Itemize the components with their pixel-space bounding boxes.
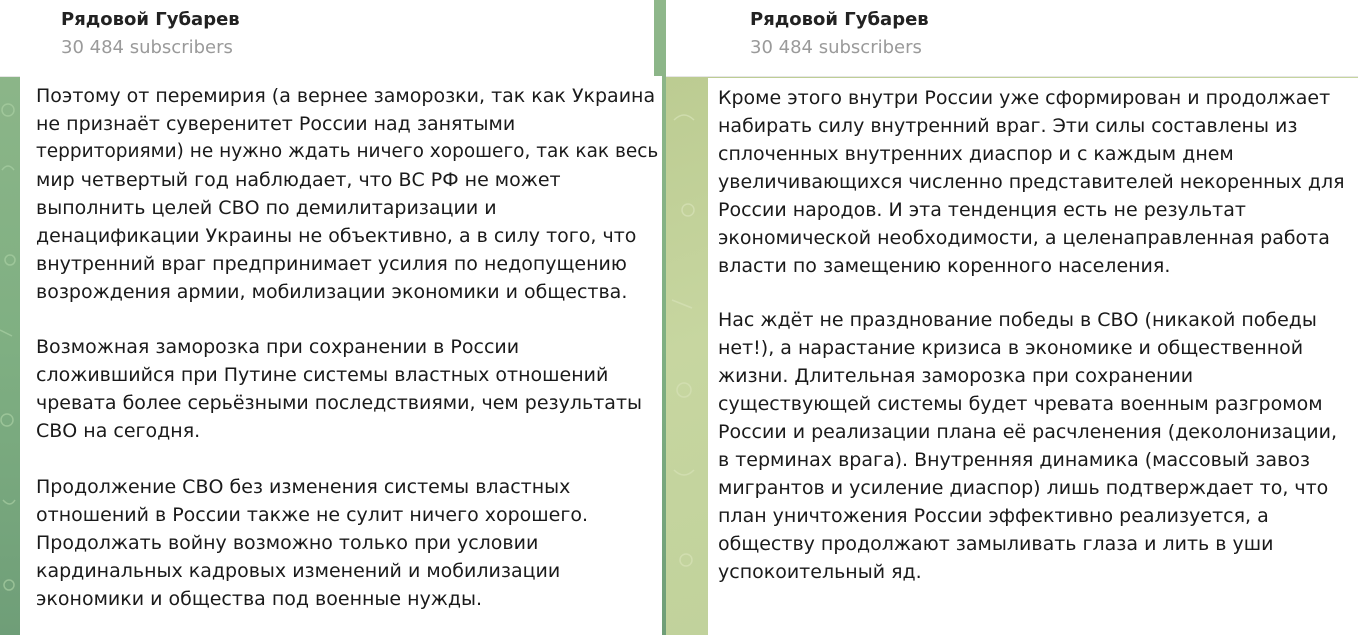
channel-name[interactable]: Рядовой Губарев [750,9,929,30]
channel-name[interactable]: Рядовой Губарев [61,9,240,30]
message-line: Нас ждёт не празднование победы в СВО (никакой победы [718,309,1317,331]
left-screenshot-panel [0,0,666,635]
message-line: денацификации Украины не объективно, а в силу того, что [36,225,637,247]
subscriber-count: 30 484 subscribers [750,37,922,58]
message-line: власти по замещению коренного населения. [718,255,1171,277]
message-line: план уничтожения России эффективно реализуется, а [718,505,1269,527]
message-bubble [20,76,662,635]
message-line: России и реализации плана её расчленения (деколонизации, [718,421,1337,443]
message-line: мигрантов и усиление диаспор) лишь подтверждает то, что [718,477,1329,499]
message-line: сплоченных внутренних диаспор и с каждым днем [718,143,1234,165]
message-line: России народов. И эта тенденция есть не результат [718,199,1246,221]
message-line: существующей системы будет чревата военным разгромом [718,393,1323,415]
message-line: в терминах врага). Внутренняя динамика (массовый завоз [718,449,1310,471]
message-line: Кроме этого внутри России уже сформирован и продолжает [718,87,1331,109]
message-line: не признаёт суверенитет России над занятыми [36,113,516,135]
message-line: мир четвертый год наблюдает, что ВС РФ не может [36,169,561,191]
message-line: Продолжать войну возможно только при условии [36,532,539,554]
message-line: экономической необходимости, а целенаправленная работа [718,227,1330,249]
message-line: Поэтому от перемирия (а вернее заморозки, так как Украина [36,85,656,107]
message-bubble [708,78,1358,635]
message-line: отношений в России также не сулит ничего хорошего. [36,504,589,526]
message-line: возрождения армии, мобилизации экономики и общества. [36,281,628,303]
message-line: экономики и общества под военные нужды. [36,588,483,610]
channel-header[interactable] [666,0,1358,77]
message-line: внутренний враг предпринимает усилия по недопущению [36,253,627,275]
subscriber-count: 30 484 subscribers [61,37,233,58]
message-line: Возможная заморозка при сохранении в России [36,336,520,358]
message-line: кардинальных кадровых изменений и мобилизации [36,560,561,582]
message-line: набирать силу внутренний враг. Эти силы составлены из [718,115,1298,137]
message-line: территориями) не нужно ждать ничего хорошего, так как весь [36,141,659,162]
message-line: чревата более серьёзными последствиями, чем результаты [36,392,643,414]
message-line: успокоительный яд. [718,561,922,583]
message-line: выполнить целей СВО по демилитаризации и [36,197,497,219]
message-line: Продолжение СВО без изменения системы властных [36,476,571,498]
channel-header[interactable] [0,0,654,77]
right-screenshot-panel [666,0,1358,635]
message-line: нет!), а нарастание кризиса в экономике и общественной [718,337,1304,359]
message-line: обществу продолжают замыливать глаза и лить в уши [718,533,1274,555]
message-line: сложившийся при Путине системы властных отношений [36,364,609,386]
message-line: СВО на сегодня. [36,420,201,442]
message-line: жизни. Длительная заморозка при сохранении [718,365,1194,387]
message-line: увеличивающихся численно представителей некоренных для [718,171,1345,193]
